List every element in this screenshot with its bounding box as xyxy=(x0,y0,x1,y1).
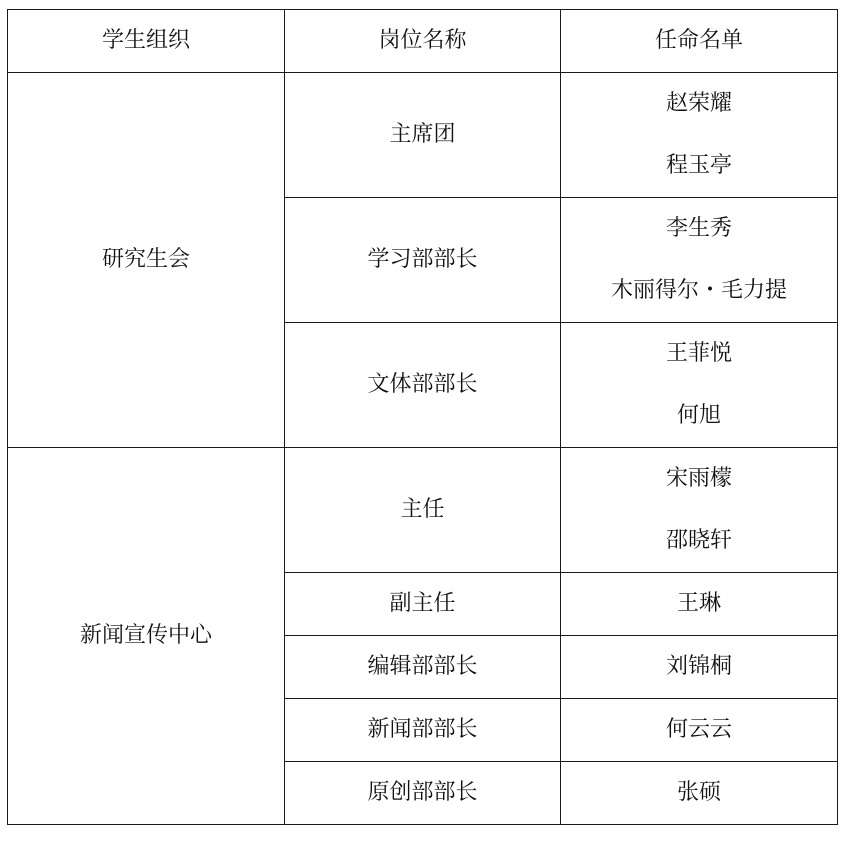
header-position: 岗位名称 xyxy=(285,10,561,73)
appointee-name: 何旭 xyxy=(676,403,721,428)
appointees-cell: 王琳 xyxy=(561,573,838,636)
appointee-name: 李生秀 xyxy=(665,216,732,241)
position-cell: 副主任 xyxy=(285,573,561,636)
position-cell: 学习部部长 xyxy=(285,198,561,323)
appointees-cell xyxy=(561,73,838,198)
appointment-table xyxy=(7,9,838,825)
appointee-name: 木丽得尔・毛力提 xyxy=(610,278,787,303)
appointees-cell: 张硕 xyxy=(561,762,838,825)
appointees-cell: 刘锦桐 xyxy=(561,636,838,699)
appointees-cell xyxy=(561,323,838,448)
organization-cell: 研究生会 xyxy=(8,73,285,448)
table-row xyxy=(8,73,838,198)
appointees-cell xyxy=(561,198,838,323)
organization-cell: 新闻宣传中心 xyxy=(8,448,285,825)
appointee-name: 程玉亭 xyxy=(665,153,732,178)
appointee-name: 王菲悦 xyxy=(665,341,732,366)
table-header-row xyxy=(8,10,838,73)
position-cell: 主任 xyxy=(285,448,561,573)
appointee-name: 宋雨檬 xyxy=(665,466,732,491)
appointee-name: 赵荣耀 xyxy=(665,91,732,116)
appointees-cell: 何云云 xyxy=(561,699,838,762)
header-organization: 学生组织 xyxy=(8,10,285,73)
position-cell: 编辑部部长 xyxy=(285,636,561,699)
appointee-name: 邵晓轩 xyxy=(665,528,732,553)
position-cell: 文体部部长 xyxy=(285,323,561,448)
position-cell: 主席团 xyxy=(285,73,561,198)
position-cell: 原创部部长 xyxy=(285,762,561,825)
position-cell: 新闻部部长 xyxy=(285,699,561,762)
table-row xyxy=(8,448,838,573)
header-appointees: 任命名单 xyxy=(561,10,838,73)
appointees-cell xyxy=(561,448,838,573)
